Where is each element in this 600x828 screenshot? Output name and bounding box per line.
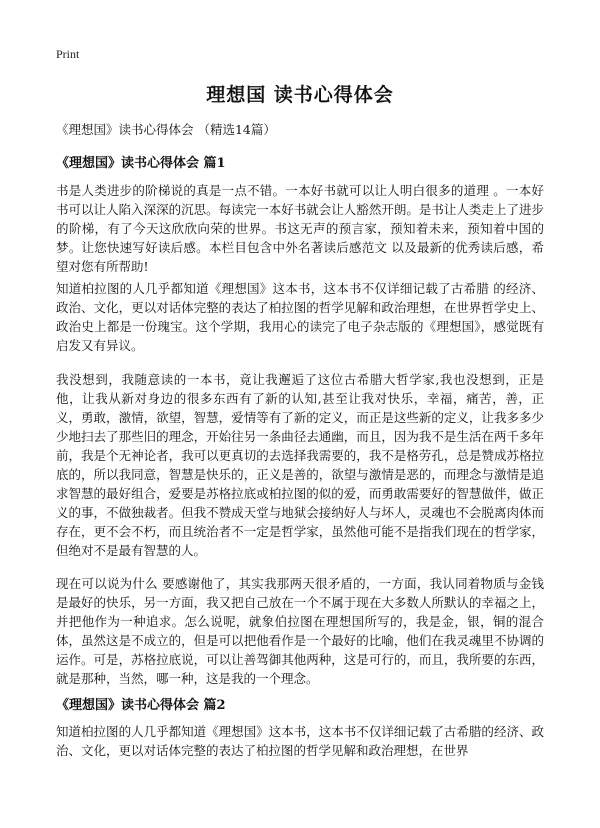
paragraph-1-4: 现在可以说为什么 要感谢他了，其实我那两天很矛盾的，一方面，我认同着物质与金钱是最好的快乐，另一方面，我又把自己放在一个不属于现在大多数人所默认的幸福之上，并把他作为一种追求。怎么说呢，就象伯拉图在理想国所写的，我是金，银，铜的混合体，虽然这是不成立的，但是可以把他看作是一个最好的比喻，他们在我灵魂里不协调的运作。可是，苏格拉底说，可以让善驾御其他两种，这是可行的，而且，我所要的东西，就是那种，当然，哪一种，这是我的一个理念。 — [56, 576, 544, 686]
section-heading-2: 《理想国》读书心得体会 篇2 — [56, 698, 226, 713]
paragraph-1-3: 我没想到，我随意读的一本书，竟让我邂逅了这位古希腊大哲学家,我也没想到，正是他，让我从新对身边的很多东西有了新的认知,甚至让我对快乐，幸福，痛苦，善，正义，勇敢，激情，欲望，智慧，爱情等有了新的定义，而正是这些新的定义，让我多多少少地扫去了那些旧的理念，开始往另一条曲径去通幽，而且，因为我不是生活在两千多年前，我是个无神论者，我可以更真切的去选择我需要的，我不是格劳孔，总是赞成苏格拉底的，所以我同意，智慧是快乐的，正义是善的，欲望与激情是恶的，而理念与激情是追求智慧的最好组合，爱要是苏格拉底或柏拉图的似的爱，而勇敢需要好的智慧做伴，做正义的事，不做独裁者。但我不赞成天堂与地狱会接纳好人与坏人，灵魂也不会脱离肉体而存在，更不会不朽，而且统治者不一定是哲学家，虽然他可能不是指我们现在的哲学家，但绝对不是最有智慧的人。 — [56, 372, 544, 558]
page-title: 理想国 读书心得体会 — [206, 84, 394, 106]
section-heading-1: 《理想国》读书心得体会 篇1 — [56, 156, 226, 171]
paragraph-1-1: 书是人类进步的阶梯说的真是一点不错。一本好书就可以让人明白很多的道理 。一本好书可以让人陷入深深的沉思。每读完一本好书就会让人豁然开朗。是书让人类走上了进步的阶梯，有了今天这欣欣向荣的世界。书这无声的预言家，预知着未来，预知着中国的梦。让您快速写好读后感。本栏目包含中外名著读后感范文 以及最新的优秀读后感，希望对您有所帮助! — [56, 183, 544, 274]
paragraph-2-1: 知道柏拉图的人几乎都知道《理想国》这本书，这本书不仅详细记载了古希腊的经济、政治、文化，更以对话体完整的表达了柏拉图的哲学见解和政治理想，在世界 — [56, 724, 544, 758]
paragraph-1-2: 知道柏拉图的人几乎都知道《理想国》这本书，这本书不仅详细记载了古希腊 的经济、政治、文化，更以对话体完整的表达了柏拉图的哲学见解和政治理想，在世界哲学史上、政治史上都是一份瑰宝。这个学期，我用心的读完了电子杂志版的《理想国》，感觉既有启发又有异议。 — [56, 281, 544, 353]
print-link[interactable]: Print — [56, 47, 80, 61]
document-subtitle: 《理想国》读书心得体会 （精选14篇） — [56, 122, 276, 137]
